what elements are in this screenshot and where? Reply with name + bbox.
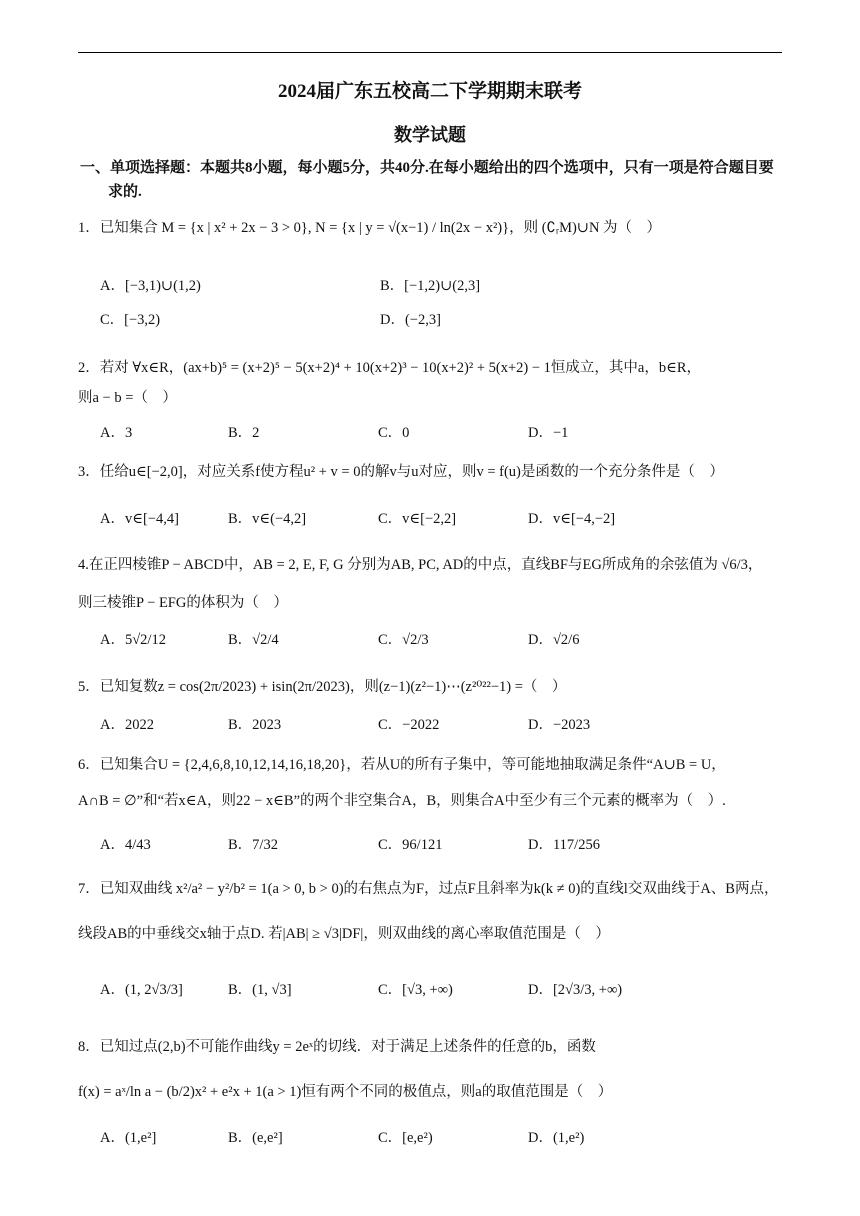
q3-option-c: C．v∈[−2,2] [378, 511, 457, 527]
section-heading [80, 156, 785, 204]
header-rule [78, 52, 782, 53]
q5-option-a: A．2022 [100, 717, 154, 733]
question-1-stem: 1．已知集合 M = {x | x² + 2x − 3 > 0}, N = {x | y = √(x−1) / ln(2x − x²)}，则 (∁ᵣM)∪N 为（ ） [78, 220, 662, 236]
q5-option-b: B．2023 [228, 717, 282, 733]
page-title: 2024届广东五校高二下学期期末联考 [277, 81, 582, 102]
q6-option-d: D．117/256 [528, 837, 600, 853]
q6-option-b: B．7/32 [228, 837, 278, 853]
q6-option-a: A．4/43 [100, 837, 151, 853]
q3-option-d: D．v∈[−4,−2] [528, 511, 616, 527]
q6-option-c: C．96/121 [378, 837, 443, 853]
question-6-stem-line1: 6．已知集合U = {2,4,6,8,10,12,14,16,18,20}，若从U的所有子集中，等可能地抽取满足条件“A∪B = U， [78, 757, 726, 773]
q4-option-a: A．5√2/12 [100, 632, 166, 648]
q1-option-a: A．[−3,1)∪(1,2) [100, 278, 201, 294]
q1-option-c: C．[−3,2) [100, 312, 161, 328]
q5-option-c: C．−2022 [378, 717, 440, 733]
q4-option-b: B．√2/4 [228, 632, 279, 648]
question-8-stem-line1: 8．已知过点(2,b)不可能作曲线y = 2eˣ的切线．对于满足上述条件的任意的b，函数 [78, 1039, 596, 1055]
q2-option-b: B．2 [228, 425, 260, 441]
question-3-stem: 3．任给u∈[−2,0]，对应关系f使方程u² + v = 0的解v与u对应，则v = f(u)是函数的一个充分条件是（ ） [78, 464, 724, 480]
question-4-stem-line2: 则三棱锥P − EFG的体积为（ ） [78, 595, 288, 611]
q7-option-d: D．[2√3/3, +∞) [528, 982, 623, 998]
section-heading-line1: 一、单项选择题：本题共8小题，每小题5分，共40分.在每小题给出的四个选项中，只有一项是符合题目要 [80, 160, 774, 176]
q8-option-b: B．(e,e²] [228, 1130, 283, 1146]
question-5-stem: 5．已知复数z = cos(2π/2023) + isin(2π/2023)，则(z−1)(z²−1)⋯(z²⁰²²−1) =（ ） [78, 679, 567, 695]
q8-option-a: A．(1,e²] [100, 1130, 157, 1146]
q8-option-c: C．[e,e²) [378, 1130, 433, 1146]
q7-option-b: B．(1, √3] [228, 982, 292, 998]
question-8-stem-line2: f(x) = aˣ/ln a − (b/2)x² + e²x + 1(a > 1)恒有两个不同的极值点，则a的取值范围是（ ） [78, 1084, 613, 1100]
q8-option-d: D．(1,e²) [528, 1130, 585, 1146]
q2-option-c: C．0 [378, 425, 410, 441]
question-6-stem-line2: A∩B = ∅”和“若x∈A，则22 − x∈B”的两个非空集合A，B，则集合A中至少有三个元素的概率为（ ）. [78, 793, 726, 809]
q2-option-d: D．−1 [528, 425, 569, 441]
q1-option-b: B．[−1,2)∪(2,3] [380, 278, 481, 294]
q7-option-a: A．(1, 2√3/3] [100, 982, 183, 998]
q1-option-d: D．(−2,3] [380, 312, 441, 328]
q5-option-d: D．−2023 [528, 717, 591, 733]
question-7-stem-line2: 线段AB的中垂线交x轴于点D. 若|AB| ≥ √3|DF|，则双曲线的离心率取值范围是（ ） [78, 926, 610, 942]
q4-option-c: C．√2/3 [378, 632, 429, 648]
question-2-stem-line1: 2．若对 ∀x∈R，(ax+b)⁵ = (x+2)⁵ − 5(x+2)⁴ + 10(x+2)³ − 10(x+2)² + 5(x+2) − 1恒成立，其中a，b∈R， [78, 360, 701, 376]
q3-option-a: A．v∈[−4,4] [100, 511, 179, 527]
q7-option-c: C．[√3, +∞) [378, 982, 453, 998]
page-subtitle: 数学试题 [394, 125, 466, 145]
question-2-stem-line2: 则a − b =（ ） [78, 390, 177, 406]
q3-option-b: B．v∈(−4,2] [228, 511, 307, 527]
question-4-stem-line1: 4.在正四棱锥P − ABCD中，AB = 2, E, F, G 分别为AB, PC, AD的中点，直线BF与EG所成角的余弦值为 √6/3， [78, 557, 763, 573]
section-heading-line2: 求的. [108, 184, 142, 200]
question-7-stem-line1: 7．已知双曲线 x²/a² − y²/b² = 1(a > 0, b > 0)的右焦点为F，过点F且斜率为k(k ≠ 0)的直线l交双曲线于A、B两点， [78, 881, 779, 897]
q4-option-d: D．√2/6 [528, 632, 580, 648]
q2-option-a: A．3 [100, 425, 133, 441]
